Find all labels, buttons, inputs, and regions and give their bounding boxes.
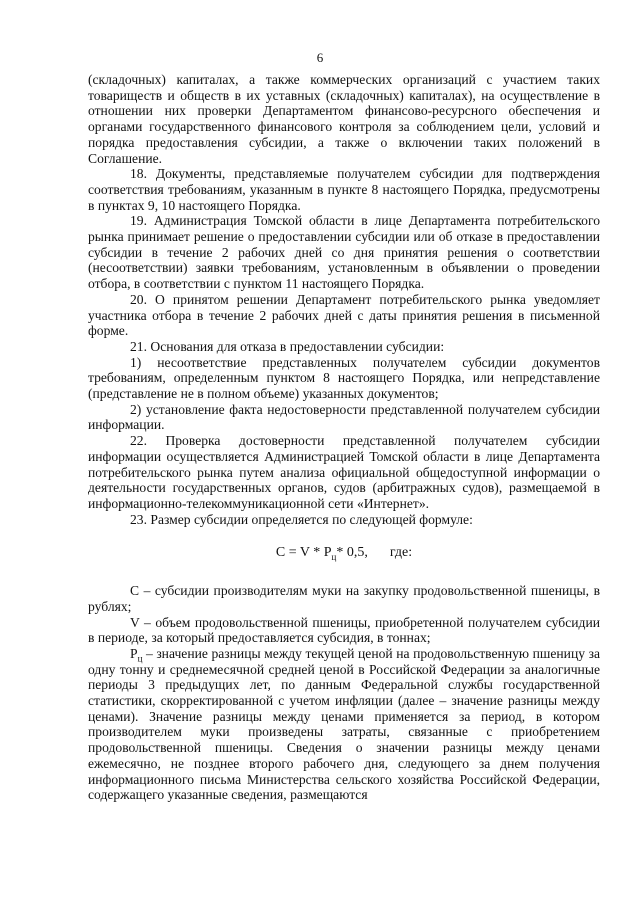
paragraph-21-item-2: 2) установление факта недостоверности представленной получателем субсидии информации.	[88, 401, 600, 433]
paragraph-23: 23. Размер субсидии определяется по следующей формуле:	[130, 511, 473, 527]
paragraph-19: 19. Администрация Томской области в лице Департамента потребительского рынка принимает решение о предоставлении субсидии или об отказе в предоставлении субсидии в течение 2 рабочих дней со дня принятия решения о соответствии (несоответствии) заявки требованиям, установленным в объявлении о проведении отбора, в соответствии с пунктом 11 настоящего Порядка.	[88, 213, 600, 292]
formula-rhs: * 0,5,	[336, 545, 368, 561]
subsidy-formula	[88, 545, 600, 561]
formula-subscript: ц	[331, 552, 337, 563]
definition-c: C – субсидии производителям муки на закупку продовольственной пшеницы, в рублях;	[88, 583, 600, 614]
paragraph-22: 22. Проверка достоверности представленной получателем субсидии информации осуществляется Администрацией Томской области в лице Департамента потребительского рынка путем анализа официальной общедоступной информации о деятельности государственных органов, судов (арбитражных судов), размещаемой в информационно-телекоммуникационной сети «Интернет».	[88, 433, 600, 511]
definition-p-subscript: ц	[137, 653, 143, 664]
definition-p-text: – значение разницы между текущей ценой на продовольственную пшеницу за одну тонну и среднемесячной средней ценой в Российской Федерации за аналогичные периоды 3 предыдущих лет, по данным Федеральной службы государственной статистики, скорректированной с учетом инфляции (далее – значение разницы между ценами). Значение разницы между ценами применяется за период, в котором производителем муки произведены затраты, связанные с приобретением продовольственной пшеницы. Сведения о значении разницы между ценами ежемесячно, не позднее второго рабочего дня, следующего за днем получения информационного письма Министерства сельского хозяйства Российской Федерации, содержащего указанные сведения, размещаются	[88, 645, 600, 803]
definition-p-symbol: P	[130, 645, 138, 661]
document-body	[88, 72, 600, 803]
formula-lhs: C = V * P	[275, 545, 332, 561]
paragraph-continuation: (складочных) капиталах, а также коммерческих организаций с участием таких товариществ и обществ в их уставных (складочных) капиталах), на осуществление в отношении них проверки Департаментом финансово-ресурсного обеспечения и органами государственного финансового контроля за соблюдением цели, условий и порядка предоставления субсидии, а также о включении таких положений в Соглашение.	[88, 72, 600, 166]
paragraph-18: 18. Документы, представляемые получателем субсидии для подтверждения соответствия требованиям, указанным в пункте 8 настоящего Порядка, предусмотрены в пунктах 9, 10 настоящего Порядка.	[88, 166, 600, 213]
paragraph-20: 20. О принятом решении Департамент потребительского рынка уведомляет участника отбора в течение 2 рабочих дней с даты принятия решения в письменной форме.	[88, 291, 600, 339]
page-number: 6	[316, 50, 324, 65]
definition-p	[88, 646, 600, 803]
formula-where: где:	[389, 545, 413, 561]
definition-v: V – объем продовольственной пшеницы, приобретенной получателем субсидии в периоде, за который предоставляется субсидия, в тоннах;	[88, 614, 600, 646]
paragraph-21: 21. Основания для отказа в предоставлении субсидии:	[130, 338, 445, 354]
paragraph-21-item-1: 1) несоответствие представленных получателем субсидии документов требованиям, определенным пунктом 8 настоящего Порядка, или непредставление (представление не в полном объеме) указанных документов;	[88, 354, 600, 402]
